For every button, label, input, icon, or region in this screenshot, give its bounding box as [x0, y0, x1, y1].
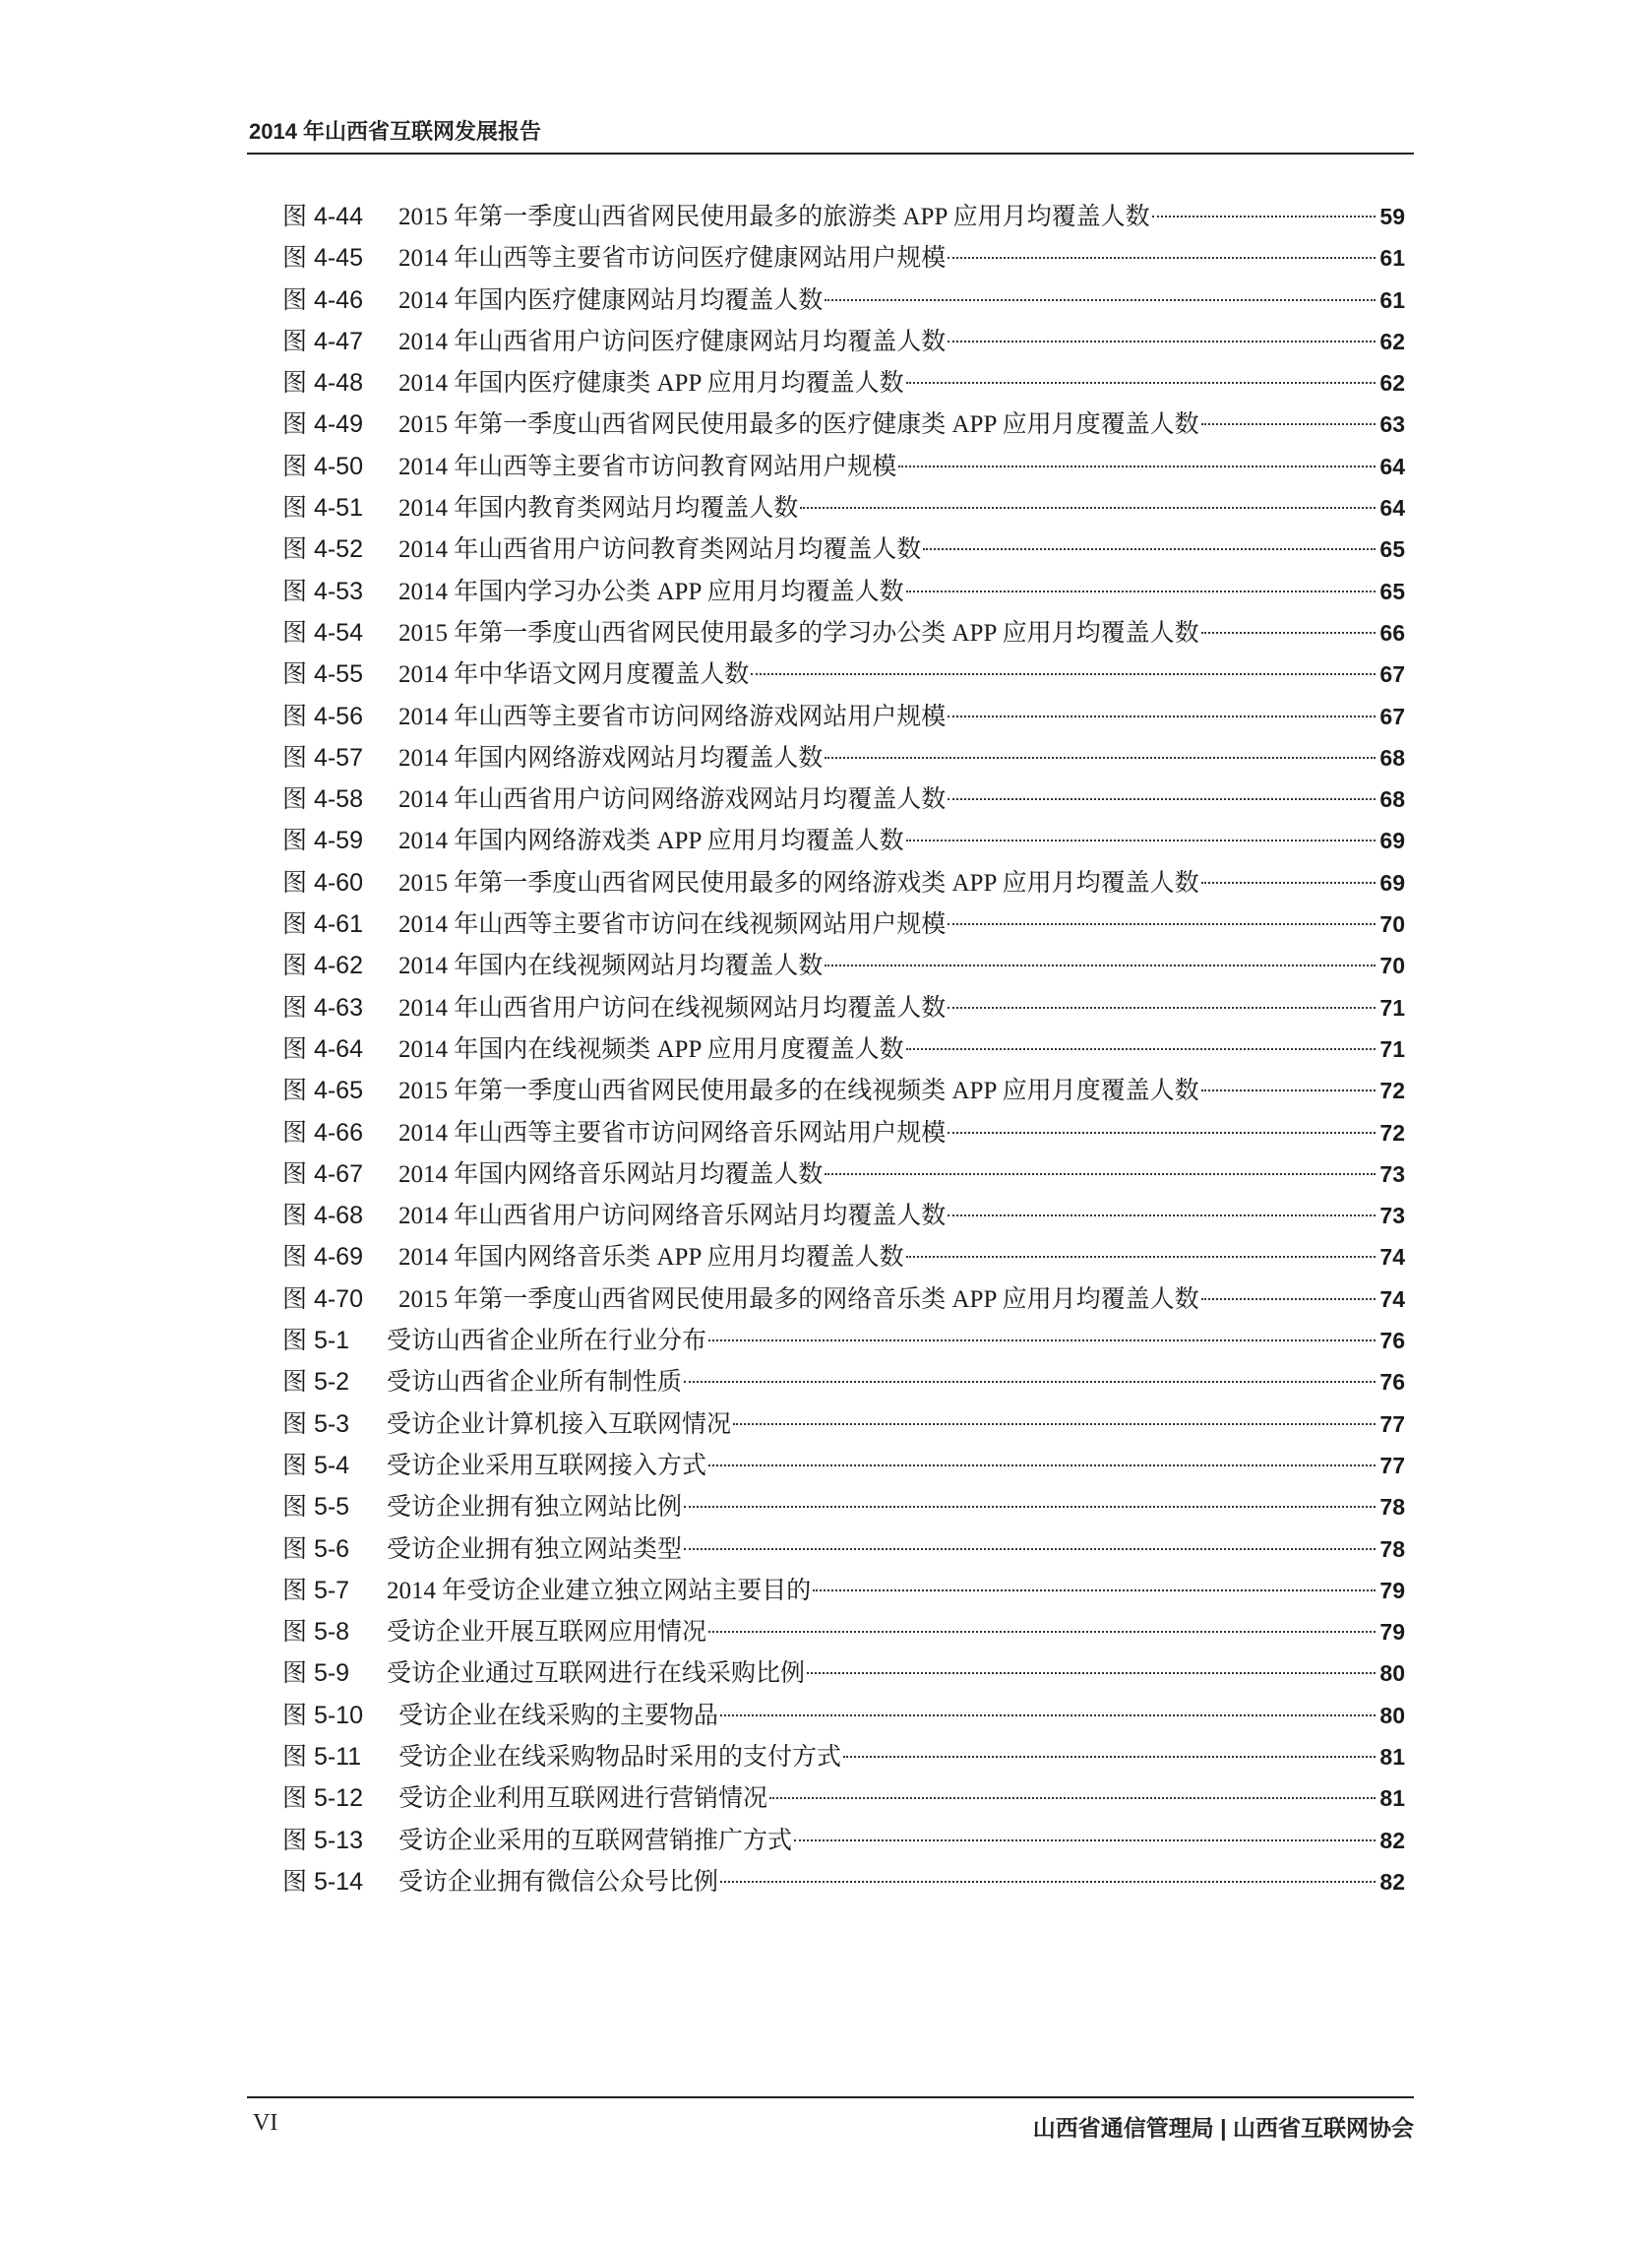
- toc-dot-leader: [1201, 1298, 1376, 1300]
- toc-figure-title: 2014 年国内教育类网站月均覆盖人数: [398, 495, 799, 523]
- toc-figure-title: 受访企业在线采购的主要物品: [398, 1702, 719, 1729]
- toc-dot-leader: [1152, 216, 1376, 218]
- toc-page-number: 65: [1379, 536, 1405, 563]
- toc-entry[interactable]: [282, 1528, 1405, 1570]
- toc-figure-title: 2014 年山西等主要省市访问医疗健康网站用户规模: [398, 245, 947, 273]
- toc-page-number: 79: [1379, 1619, 1405, 1646]
- toc-dot-leader: [948, 341, 1376, 343]
- toc-figure-title: 2014 年山西省用户访问网络音乐网站月均覆盖人数: [398, 1203, 947, 1230]
- toc-figure-number: 图 4-58: [282, 785, 363, 814]
- toc-page-number: 82: [1379, 1827, 1405, 1853]
- toc-figure-title: 2014 年山西等主要省市访问教育网站用户规模: [398, 453, 897, 480]
- toc-entry[interactable]: [282, 1028, 1405, 1070]
- toc-page-number: 74: [1379, 1244, 1405, 1271]
- toc-entry[interactable]: [282, 1486, 1405, 1527]
- toc-dot-leader: [948, 798, 1376, 800]
- toc-page-number: 65: [1379, 578, 1405, 604]
- toc-dot-leader: [800, 507, 1376, 509]
- toc-figure-number: 图 4-54: [282, 618, 363, 647]
- toc-entry[interactable]: [282, 404, 1405, 445]
- toc-entry[interactable]: [282, 1278, 1405, 1320]
- toc-figure-title: 2014 年山西等主要省市访问网络游戏网站用户规模: [398, 703, 947, 730]
- toc-figure-title: 受访企业拥有独立网站类型: [387, 1535, 683, 1563]
- toc-page-number: 63: [1379, 411, 1405, 438]
- toc-dot-leader: [1201, 882, 1376, 884]
- toc-figure-number: 图 4-60: [282, 868, 363, 897]
- toc-figure-number: 图 5-10: [282, 1701, 363, 1729]
- toc-figure-number: 图 4-47: [282, 327, 363, 355]
- toc-figure-number: 图 5-1: [282, 1327, 350, 1355]
- toc-page-number: 64: [1379, 495, 1405, 522]
- toc-figure-title: 2015 年第一季度山西省网民使用最多的网络游戏类 APP 应用月均覆盖人数: [398, 869, 1199, 897]
- toc-dot-leader: [794, 1839, 1376, 1841]
- toc-figure-title: 受访企业拥有独立网站比例: [387, 1494, 683, 1522]
- toc-page-number: 64: [1379, 453, 1405, 479]
- toc-entry[interactable]: [282, 737, 1405, 778]
- toc-page-number: 61: [1379, 245, 1405, 272]
- toc-figure-title: 2015 年第一季度山西省网民使用最多的旅游类 APP 应用月均覆盖人数: [398, 204, 1150, 230]
- toc-entry[interactable]: [282, 1195, 1405, 1236]
- toc-page-number: 71: [1379, 1035, 1405, 1062]
- toc-entry[interactable]: [282, 696, 1405, 737]
- toc-figure-number: 图 4-48: [282, 369, 363, 398]
- toc-figure-title: 2014 年山西等主要省市访问在线视频网站用户规模: [398, 911, 947, 939]
- toc-figure-number: 图 5-5: [282, 1493, 350, 1522]
- toc-dot-leader: [898, 466, 1376, 467]
- toc-figure-number: 图 5-7: [282, 1576, 350, 1604]
- toc-figure-title: 受访企业通过互联网进行在线采购比例: [387, 1660, 806, 1688]
- toc-page-number: 69: [1379, 828, 1405, 854]
- toc-figure-number: 图 4-51: [282, 494, 363, 523]
- toc-figure-title: 2014 年国内网络音乐类 APP 应用月均覆盖人数: [398, 1244, 904, 1272]
- toc-page-number: 69: [1379, 869, 1405, 896]
- toc-dot-leader: [843, 1756, 1376, 1758]
- toc-dot-leader: [825, 1173, 1376, 1175]
- toc-dot-leader: [906, 840, 1376, 841]
- toc-page-number: 61: [1379, 286, 1405, 313]
- toc-page-number: 73: [1379, 1203, 1405, 1229]
- toc-entry[interactable]: [282, 1611, 1405, 1652]
- toc-entry[interactable]: [282, 1403, 1405, 1445]
- toc-figure-title: 2014 年国内网络游戏网站月均覆盖人数: [398, 744, 824, 772]
- toc-figure-title: 受访企业计算机接入互联网情况: [387, 1410, 732, 1438]
- toc-entry[interactable]: [282, 654, 1405, 695]
- toc-figure-title: 2014 年山西等主要省市访问网络音乐网站用户规模: [398, 1119, 947, 1147]
- toc-entry[interactable]: [282, 1777, 1405, 1819]
- toc-dot-leader: [720, 1881, 1376, 1883]
- toc-figure-number: 图 5-12: [282, 1784, 363, 1813]
- toc-dot-leader: [1201, 632, 1376, 634]
- toc-figure-number: 图 5-3: [282, 1409, 350, 1438]
- toc-dot-leader: [906, 1048, 1376, 1050]
- toc-figure-number: 图 4-46: [282, 285, 363, 314]
- toc-figure-title: 2015 年第一季度山西省网民使用最多的网络音乐类 APP 应用月均覆盖人数: [398, 1285, 1199, 1313]
- toc-entry[interactable]: [282, 612, 1405, 654]
- toc-figure-title: 受访企业采用互联网接入方式: [387, 1452, 707, 1479]
- toc-figure-number: 图 5-13: [282, 1826, 363, 1854]
- toc-figure-title: 受访山西省企业所有制性质: [387, 1369, 683, 1397]
- toc-entry[interactable]: [282, 1736, 1405, 1777]
- toc-figure-number: 图 5-4: [282, 1451, 350, 1479]
- toc-figure-number: 图 4-55: [282, 660, 363, 689]
- toc-entry[interactable]: [282, 280, 1405, 321]
- toc-entry[interactable]: [282, 362, 1405, 404]
- toc-page-number: 72: [1379, 1078, 1405, 1104]
- toc-entry[interactable]: [282, 1320, 1405, 1361]
- toc-entry[interactable]: [282, 1112, 1405, 1153]
- toc-dot-leader: [825, 965, 1376, 966]
- toc-dot-leader: [948, 1214, 1376, 1216]
- toc-page-number: 82: [1379, 1868, 1405, 1895]
- toc-figure-title: 2014 年国内在线视频网站月均覆盖人数: [398, 953, 824, 980]
- toc-figure-title: 2014 年山西省用户访问在线视频网站月均覆盖人数: [398, 994, 947, 1022]
- toc-page-number: 77: [1379, 1410, 1405, 1437]
- toc-figure-number: 图 5-9: [282, 1659, 350, 1688]
- toc-entry[interactable]: [282, 945, 1405, 986]
- toc-figure-number: 图 4-65: [282, 1077, 363, 1105]
- toc-dot-leader: [1201, 1090, 1376, 1091]
- toc-figure-title: 2014 年国内在线视频类 APP 应用月度覆盖人数: [398, 1035, 904, 1063]
- toc-entry[interactable]: [282, 1695, 1405, 1736]
- toc-figure-title: 受访企业拥有微信公众号比例: [398, 1868, 719, 1896]
- report-title: 2014 年山西省互联网发展报告: [249, 119, 542, 144]
- toc-figure-number: 图 4-63: [282, 993, 363, 1022]
- toc-page-number: 77: [1379, 1452, 1405, 1478]
- toc-figure-title: 受访山西省企业所在行业分布: [387, 1328, 707, 1355]
- toc-entry[interactable]: [282, 196, 1405, 237]
- toc-figure-title: 2015 年第一季度山西省网民使用最多的在线视频类 APP 应用月度覆盖人数: [398, 1078, 1199, 1105]
- toc-page-number: 70: [1379, 911, 1405, 938]
- toc-dot-leader: [906, 382, 1376, 384]
- toc-entry[interactable]: [282, 571, 1405, 612]
- toc-dot-leader: [923, 548, 1376, 550]
- toc-figure-title: 2014 年受访企业建立独立网站主要目的: [387, 1577, 812, 1604]
- toc-figure-number: 图 5-14: [282, 1867, 363, 1896]
- toc-page-number: 78: [1379, 1494, 1405, 1521]
- toc-figure-number: 图 5-2: [282, 1368, 350, 1397]
- toc-page-number: 79: [1379, 1577, 1405, 1603]
- toc-page-number: 80: [1379, 1702, 1405, 1728]
- toc-figure-number: 图 4-56: [282, 702, 363, 730]
- toc-dot-leader: [708, 1339, 1376, 1341]
- toc-entry[interactable]: [282, 321, 1405, 362]
- toc-figure-number: 图 5-11: [282, 1742, 362, 1771]
- toc-figure-number: 图 4-66: [282, 1118, 363, 1147]
- toc-dot-leader: [807, 1672, 1376, 1674]
- page-number: VI: [253, 2110, 278, 2136]
- toc-dot-leader: [751, 673, 1376, 675]
- toc-dot-leader: [825, 299, 1376, 301]
- toc-page-number: 80: [1379, 1660, 1405, 1687]
- toc-figure-title: 受访企业在线采购物品时采用的支付方式: [398, 1743, 842, 1771]
- toc-page-number: 68: [1379, 786, 1405, 813]
- toc-figure-number: 图 4-61: [282, 910, 363, 939]
- toc-entry[interactable]: [282, 1445, 1405, 1486]
- toc-page-number: 74: [1379, 1285, 1405, 1312]
- toc-page-number: 66: [1379, 619, 1405, 646]
- toc-page-number: 59: [1379, 204, 1405, 229]
- toc-dot-leader: [813, 1589, 1376, 1591]
- toc-figure-number: 图 4-45: [282, 244, 363, 273]
- toc-figure-title: 2014 年国内网络音乐网站月均覆盖人数: [398, 1160, 824, 1188]
- toc-figure-title: 2015 年第一季度山西省网民使用最多的医疗健康类 APP 应用月度覆盖人数: [398, 411, 1199, 439]
- toc-figure-title: 2014 年山西省用户访问医疗健康网站月均覆盖人数: [398, 328, 947, 355]
- toc-figure-title: 2014 年国内网络游戏类 APP 应用月均覆盖人数: [398, 828, 904, 855]
- toc-page-number: 67: [1379, 661, 1405, 688]
- toc-page-number: 70: [1379, 953, 1405, 979]
- toc-page-number: 67: [1379, 703, 1405, 729]
- toc-page-number: 76: [1379, 1328, 1405, 1354]
- page-header: [247, 109, 1414, 155]
- toc-entry[interactable]: [282, 903, 1405, 945]
- toc-figure-number: 图 4-52: [282, 535, 363, 564]
- toc-entry[interactable]: [282, 1652, 1405, 1694]
- toc-dot-leader: [684, 1506, 1376, 1508]
- toc-figure-title: 2014 年国内学习办公类 APP 应用月均覆盖人数: [398, 578, 904, 605]
- toc-figure-title: 受访企业采用的互联网营销推广方式: [398, 1827, 793, 1854]
- toc-entry[interactable]: [282, 237, 1405, 279]
- toc-entry[interactable]: [282, 862, 1405, 903]
- toc-entry[interactable]: [282, 1570, 1405, 1611]
- toc-figure-number: 图 4-68: [282, 1202, 363, 1230]
- toc-figure-title: 2014 年国内医疗健康类 APP 应用月均覆盖人数: [398, 370, 904, 398]
- toc-entry[interactable]: [282, 487, 1405, 529]
- toc-entry[interactable]: [282, 1153, 1405, 1195]
- toc-figure-number: 图 4-57: [282, 743, 363, 772]
- page-footer: [247, 2096, 1414, 2148]
- toc-page-number: 71: [1379, 994, 1405, 1021]
- toc-figure-title: 2015 年第一季度山西省网民使用最多的学习办公类 APP 应用月均覆盖人数: [398, 619, 1199, 647]
- toc-figure-number: 图 4-59: [282, 827, 363, 855]
- toc-dot-leader: [684, 1548, 1376, 1550]
- toc-entry[interactable]: [282, 1820, 1405, 1861]
- toc-page-number: 78: [1379, 1535, 1405, 1562]
- toc-page-number: 72: [1379, 1119, 1405, 1146]
- toc-figure-title: 受访企业利用互联网进行营销情况: [398, 1785, 768, 1813]
- toc-figure-number: 图 4-64: [282, 1034, 363, 1063]
- toc-figure-number: 图 4-44: [282, 203, 363, 230]
- toc-figure-number: 图 4-70: [282, 1284, 363, 1313]
- toc-entry[interactable]: [282, 1070, 1405, 1111]
- toc-page-number: 81: [1379, 1785, 1405, 1812]
- toc-figure-title: 2014 年山西省用户访问教育类网站月均覆盖人数: [398, 536, 922, 564]
- footer-organization: 山西省通信管理局 | 山西省互联网协会: [1032, 2115, 1414, 2141]
- toc-figure-number: 图 4-49: [282, 410, 363, 439]
- toc-figure-title: 2014 年国内医疗健康网站月均覆盖人数: [398, 286, 824, 314]
- toc-entry[interactable]: [282, 1361, 1405, 1402]
- toc-entry[interactable]: [282, 1236, 1405, 1277]
- toc-figure-number: 图 4-50: [282, 452, 363, 480]
- toc-page-number: 62: [1379, 328, 1405, 354]
- toc-page-number: 62: [1379, 370, 1405, 397]
- toc-figure-number: 图 5-8: [282, 1618, 350, 1647]
- toc-dot-leader: [906, 1256, 1376, 1258]
- toc-entry[interactable]: [282, 778, 1405, 820]
- toc-entry[interactable]: [282, 529, 1405, 570]
- toc-figure-number: 图 4-69: [282, 1243, 363, 1272]
- toc-dot-leader: [948, 716, 1376, 717]
- toc-entry[interactable]: [282, 1861, 1405, 1902]
- toc-entry[interactable]: [282, 987, 1405, 1028]
- toc-entry[interactable]: [282, 820, 1405, 861]
- toc-dot-leader: [733, 1423, 1376, 1425]
- toc-dot-leader: [708, 1464, 1376, 1466]
- toc-figure-number: 图 5-6: [282, 1534, 350, 1563]
- toc-dot-leader: [684, 1381, 1376, 1383]
- toc-dot-leader: [906, 591, 1376, 592]
- toc-dot-leader: [948, 257, 1376, 259]
- toc-dot-leader: [948, 1007, 1376, 1009]
- toc-entry[interactable]: [282, 446, 1405, 487]
- toc-dot-leader: [948, 923, 1376, 925]
- toc-figure-title: 受访企业开展互联网应用情况: [387, 1619, 707, 1647]
- toc-figure-number: 图 4-53: [282, 577, 363, 605]
- toc-dot-leader: [720, 1714, 1376, 1716]
- toc-figure-number: 图 4-67: [282, 1159, 363, 1188]
- toc-dot-leader: [769, 1797, 1376, 1799]
- toc-page-number: 81: [1379, 1743, 1405, 1770]
- toc-dot-leader: [708, 1631, 1376, 1633]
- toc-page-number: 76: [1379, 1369, 1405, 1396]
- toc-dot-leader: [825, 757, 1376, 759]
- figure-list: [282, 196, 1405, 1902]
- toc-dot-leader: [948, 1132, 1376, 1134]
- toc-page-number: 68: [1379, 744, 1405, 771]
- toc-dot-leader: [1201, 423, 1376, 425]
- toc-figure-title: 2014 年中华语文网月度覆盖人数: [398, 661, 750, 689]
- toc-figure-number: 图 4-62: [282, 952, 363, 980]
- toc-figure-title: 2014 年山西省用户访问网络游戏网站月均覆盖人数: [398, 786, 947, 814]
- toc-page-number: 73: [1379, 1160, 1405, 1187]
